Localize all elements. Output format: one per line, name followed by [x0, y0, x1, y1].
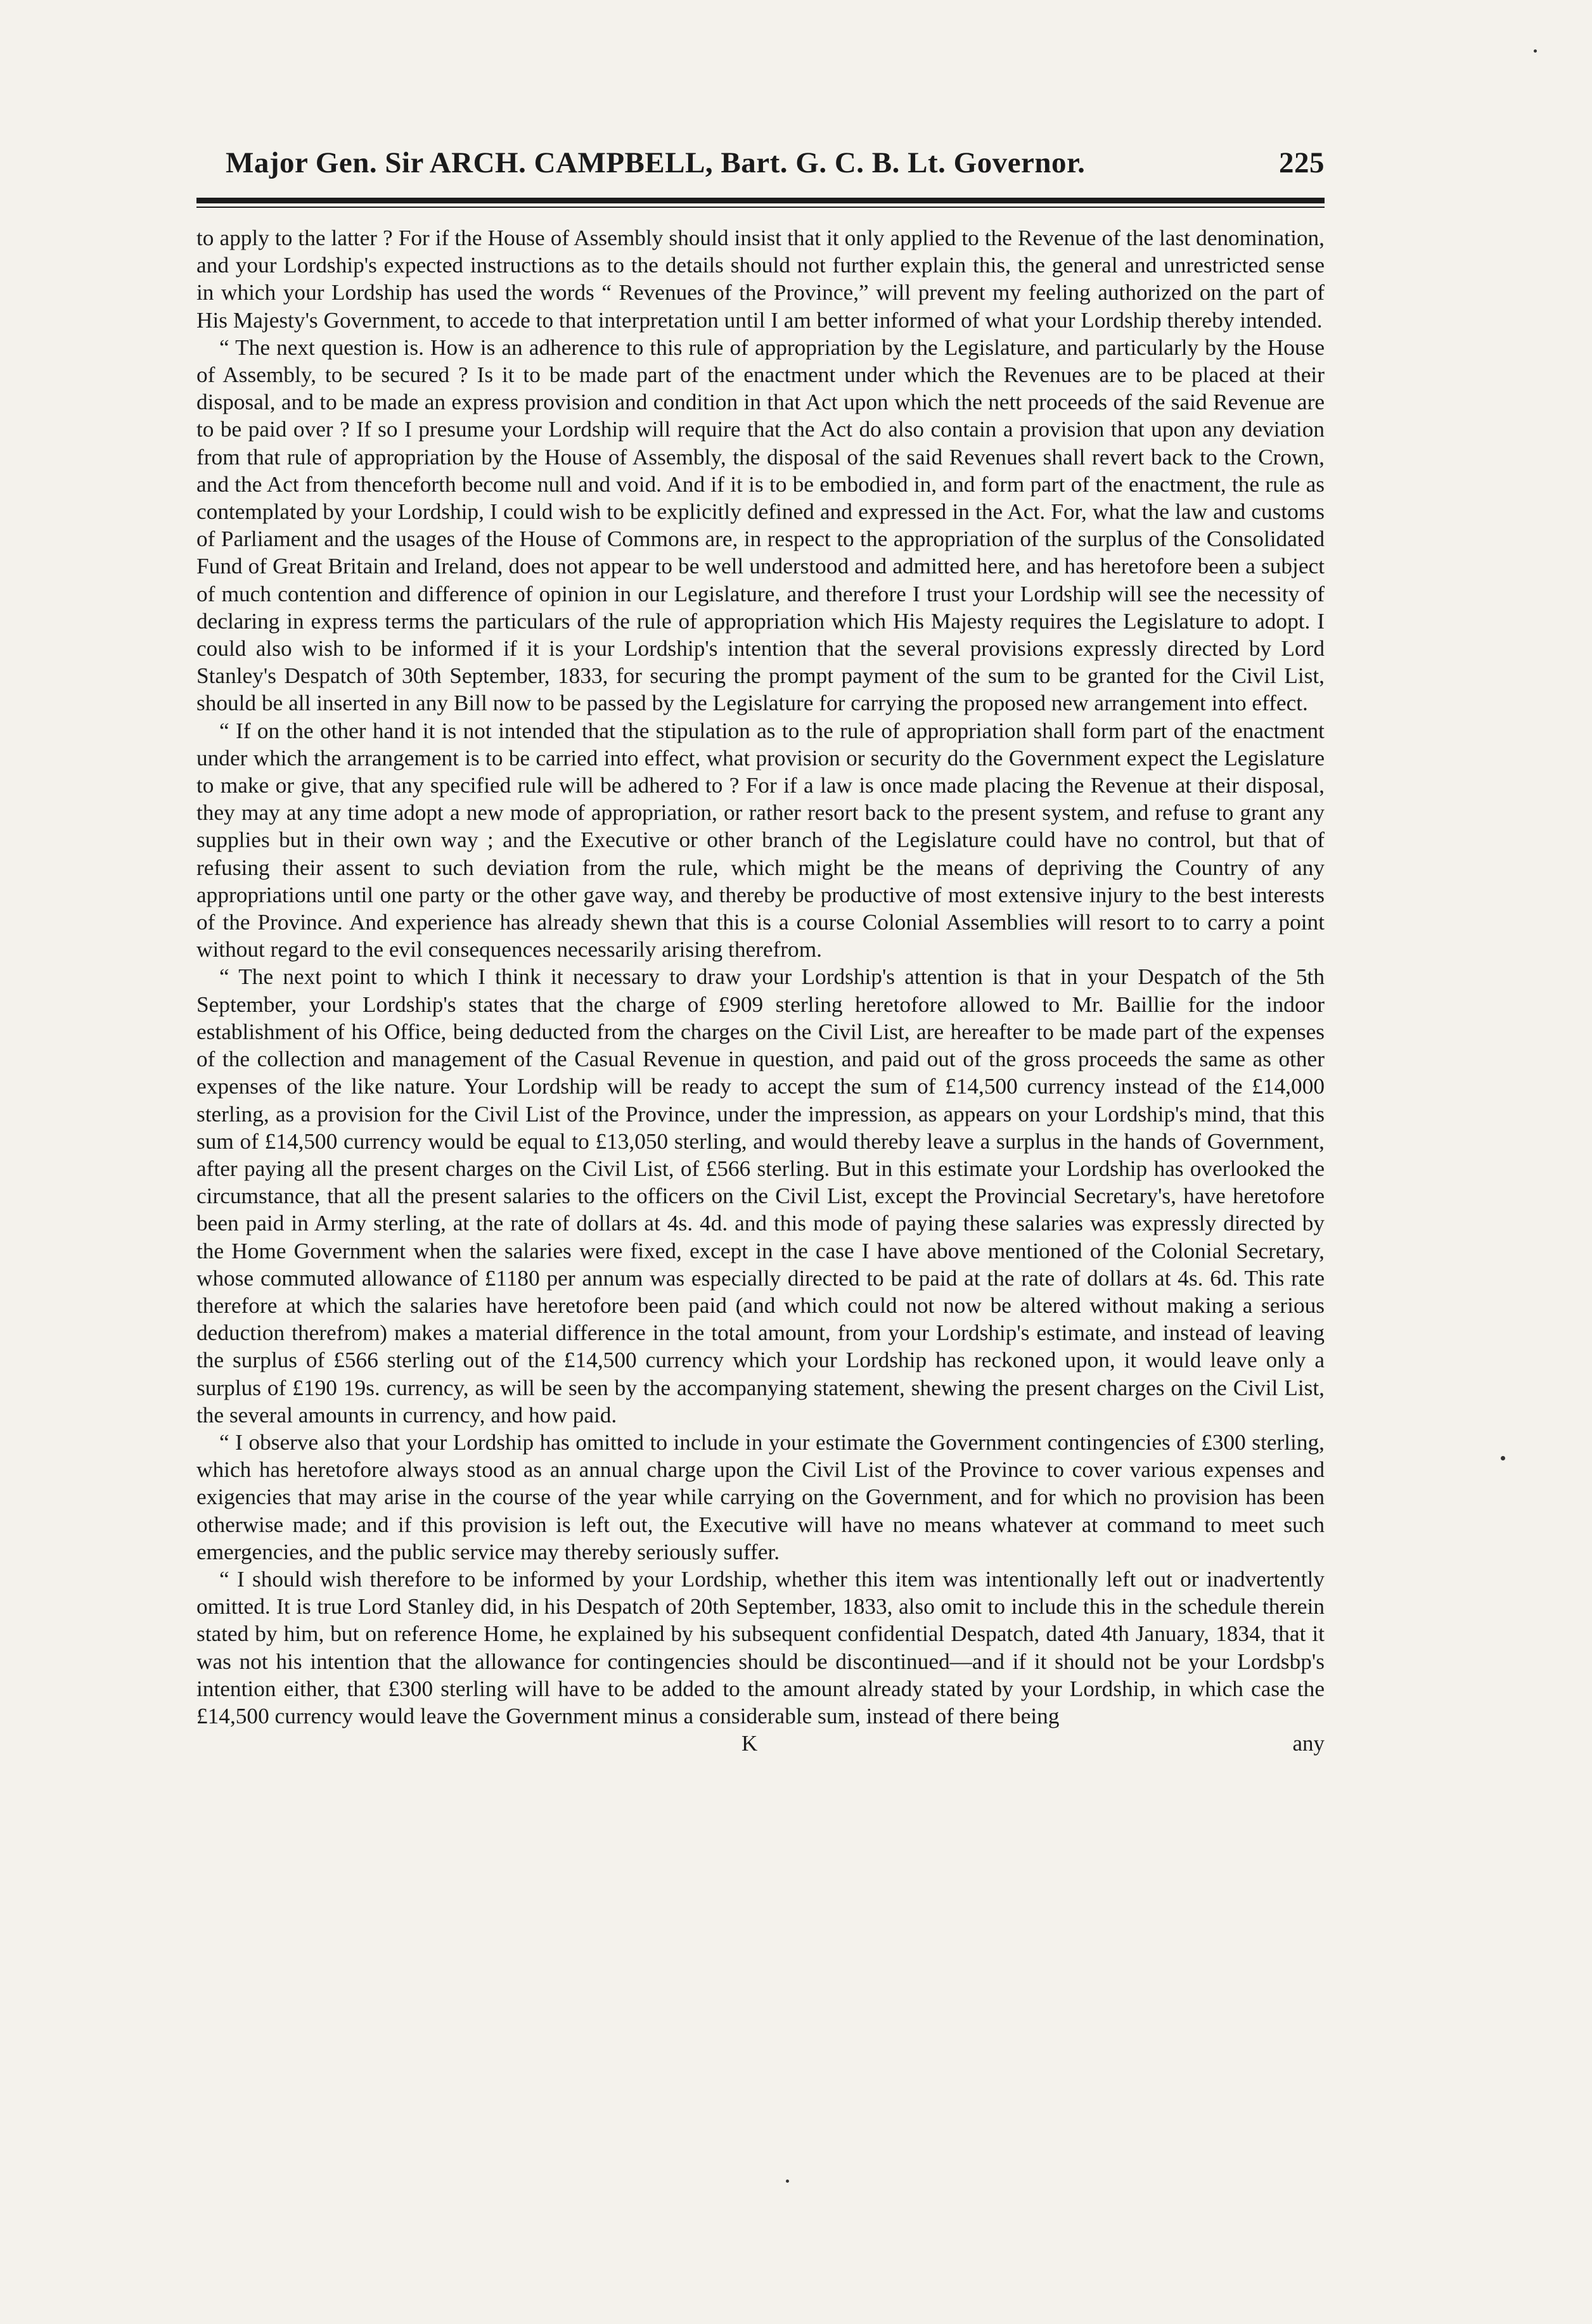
body-text	[196, 224, 1325, 1730]
catchword: any	[1292, 1731, 1325, 1756]
paragraph: “ I should wish therefore to be informed by your Lordship, whether this item was intentionally left out or inadvertently omitted. It is true Lord Stanley did, in his Despatch of 20th September, 1833, also omit to include this in the schedule therein stated by him, but on reference Home, he explained by his subsequent confidential Despatch, dated 4th January, 1834, that it was not his intention that the allowance for contingencies should be discontinued—and if it should not be your Lordsbp's intention either, that £300 sterling will have to be added to the amount already stated by your Lordship, in which case the £14,500 currency would leave the Government minus a considerable sum, instead of there being	[196, 1566, 1325, 1728]
paragraph: “ The next question is. How is an adherence to this rule of appropriation by the Legislature, and particularly by the House of Assembly, to be secured ? Is it to be made part of the enactment under which the Revenues are to be placed at their disposal, and to be made an express provision and condition in that Act upon which the nett proceeds of the said Revenue are to be paid over ? If so I presume your Lordship will require that the Act do also contain a provision that upon any deviation from that rule of appropriation by the House of Assembly, the disposal of the said Revenues shall revert back to the Crown, and the Act from thenceforth become null and void. And if it is to be embodied in, and form part of the enactment, the rule as contemplated by your Lordship, I could wish to be explicitly defined and expressed in the Act. For, what the law and customs of Parliament and the usages of the House of Commons are, in respect to the appropriation of the surplus of the Consolidated Fund of Great Britain and Ireland, does not appear to be well understood and admitted here, and has heretofore been a subject of much contention and difference of opinion in our Legislature, and therefore I trust your Lordship will see the necessity of declaring in express terms the particulars of the rule of appropriation which His Majesty requires the Legislature to adopt. I could also wish to be informed if it is your Lordship's intention that the several provisions expressly directed by Lord Stanley's Despatch of 30th September, 1833, for securing the prompt payment of the sum to be granted for the Civil List, should be all inserted in any Bill now to be passed by the Legislature for carrying the proposed new arrangement into effect.	[196, 335, 1325, 716]
page-number: 225	[1279, 146, 1325, 179]
paragraph: “ I observe also that your Lordship has omitted to include in your estimate the Government contingencies of £300 sterling, which has heretofore always stood as an annual charge upon the Civil List of the Province to cover various expenses and exigencies that may arise in the course of the year while carrying on the Government, and for which no provision has been otherwise made; and if this provision is left out, the Executive will have no means whatever at command to meet such emergencies, and the public service may thereby seriously suffer.	[196, 1429, 1325, 1564]
signature-mark: K	[741, 1731, 758, 1756]
paragraph: “ If on the other hand it is not intended that the stipulation as to the rule of appropriation shall form part of the enactment under which the arrangement is to be carried into effect, what provision or security do the Government expect the Legislature to make or give, that any specified rule will be adhered to ? For if a law is once made placing the Revenue at their disposal, they may at any time adopt a new mode of appropriation, or rather resort back to the present system, and refuse to grant any supplies but in their own way ; and the Executive or other branch of the Legislature could have no control, but that of refusing their assent to such deviation from the rule, which might be the means of depriving the Country of any appropriations until one party or the other gave way, and thereby be productive of most extensive injury to the best interests of the Province. And experience has already shewn that this is a course Colonial Assemblies will resort to to carry a point without regard to the evil consequences necessarily arising therefrom.	[196, 718, 1325, 962]
paper-speck	[1501, 1456, 1505, 1460]
document-page	[196, 146, 1325, 1759]
header-title: Major Gen. Sir ARCH. CAMPBELL, Bart. G. C. B. Lt. Governor.	[226, 146, 1086, 179]
running-header	[196, 146, 1325, 180]
header-rule-thin	[196, 207, 1325, 208]
paragraph: “ The next point to which I think it necessary to draw your Lordship's attention is that in your Despatch of the 5th September, your Lordship's states that the charge of £909 sterling heretofore allowed to Mr. Baillie for the indoor establishment of his Office, being deducted from the charges on the Civil List, are hereafter to be made part of the expenses of the collection and management of the Casual Revenue in question, and paid out of the gross proceeds the same as other expenses of the like nature. Your Lordship will be ready to accept the sum of £14,500 currency instead of the £14,000 sterling, as a provision for the Civil List of the Province, under the impression, as appears on your Lordship's mind, that this sum of £14,500 currency would be equal to £13,050 sterling, and would thereby leave a surplus in the hands of Government, after paying all the present charges on the Civil List, of £566 sterling. But in this estimate your Lordship has overlooked the circumstance, that all the present salaries to the officers on the Civil List, except the Provincial Secretary's, have heretofore been paid in Army sterling, at the rate of dollars at 4s. 4d. and this mode of paying these salaries was expressly directed by the Home Government when the salaries were fixed, except in the case I have above mentioned of the Colonial Secretary, whose commuted allowance of £1180 per annum was especially directed to be paid at the rate of dollars at 4s. 6d. This rate therefore at which the salaries have heretofore been paid (and which could not now be altered without making a serious deduction therefrom) makes a material difference in the total amount, from your Lordship's estimate, and instead of leaving the surplus of £566 sterling out of the £14,500 currency which your Lordship has reckoned upon, it would leave only a surplus of £190 19s. currency, as will be seen by the accompanying statement, shewing the present charges on the Civil List, the several amounts in currency, and how paid.	[196, 964, 1325, 1427]
page-footer	[196, 1731, 1325, 1759]
paragraph: to apply to the latter ? For if the House of Assembly should insist that it only applied to the Revenue of the last denomination, and your Lordship's expected instructions as to the details should not further explain this, the general and unrestricted sense in which your Lordship has used the words “ Revenues of the Province,” will prevent my feeling authorized on the part of His Majesty's Government, to accede to that interpretation until I am better informed of what your Lordship thereby intended.	[196, 226, 1325, 333]
paper-speck	[786, 2180, 789, 2183]
header-rule-thick	[196, 198, 1325, 203]
paper-speck	[1534, 49, 1537, 53]
